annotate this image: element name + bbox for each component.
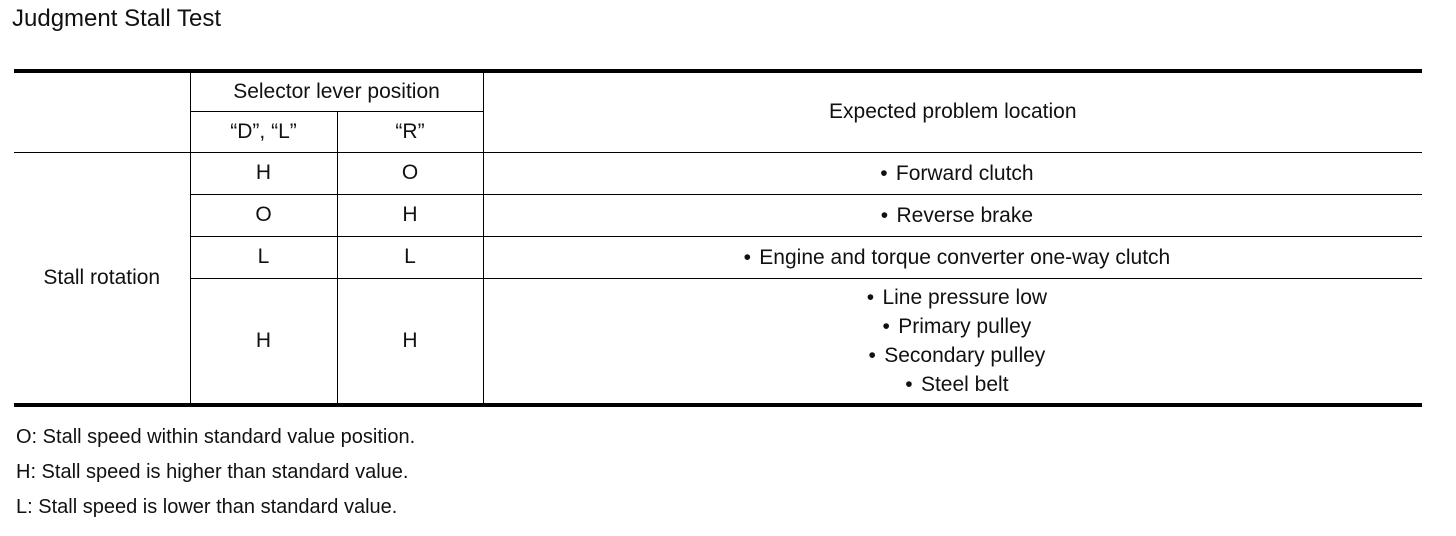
- cell-problem: [483, 236, 1422, 278]
- cell-r: O: [337, 152, 483, 194]
- cell-problem: [483, 194, 1422, 236]
- cell-d-l: H: [190, 152, 337, 194]
- list-item: [484, 370, 1422, 399]
- cell-r: H: [337, 194, 483, 236]
- list-item: [484, 201, 1422, 230]
- cell-problem: [483, 278, 1422, 405]
- bullet-icon: •: [743, 245, 751, 269]
- problem-text: Engine and torque converter one-way clutch: [759, 245, 1171, 269]
- table-row: [14, 152, 1422, 194]
- bullet-icon: •: [882, 314, 890, 338]
- problem-text: Primary pulley: [898, 314, 1032, 338]
- table-row: [14, 278, 1422, 405]
- note-o: O: Stall speed within standard value position.: [16, 426, 416, 448]
- cell-d-l: O: [190, 194, 337, 236]
- cell-r: L: [337, 236, 483, 278]
- bullet-icon: •: [866, 285, 875, 309]
- header-r: “R”: [337, 111, 483, 152]
- stall-test-table: [14, 69, 1422, 407]
- legend-notes: [16, 420, 415, 525]
- list-item: [484, 243, 1422, 272]
- bullet-icon: •: [905, 372, 913, 396]
- list-item: [484, 159, 1422, 188]
- header-expected-problem-location: Expected problem location: [483, 71, 1422, 152]
- bullet-icon: •: [868, 343, 876, 367]
- header-d-l: “D”, “L”: [190, 111, 337, 152]
- page-title: Judgment Stall Test: [12, 5, 222, 32]
- list-item: [484, 312, 1422, 341]
- cell-r: H: [337, 278, 483, 405]
- table-row: [14, 236, 1422, 278]
- table-row: [14, 194, 1422, 236]
- note-h: H: Stall speed is higher than standard value.: [16, 461, 409, 483]
- list-item: [484, 341, 1422, 370]
- stall-rotation-label: Stall rotation: [14, 152, 190, 405]
- header-selector-lever-position: Selector lever position: [190, 71, 483, 111]
- bullet-icon: •: [880, 161, 888, 185]
- problem-text: Secondary pulley: [884, 343, 1046, 367]
- note-l: L: Stall speed is lower than standard value.: [16, 496, 398, 518]
- cell-problem: [483, 152, 1422, 194]
- problem-text: Steel belt: [920, 372, 1009, 396]
- cell-d-l: H: [190, 278, 337, 405]
- problem-text: Reverse brake: [896, 203, 1034, 227]
- cell-d-l: L: [190, 236, 337, 278]
- list-item: [484, 283, 1422, 312]
- problem-text: Forward clutch: [895, 161, 1034, 185]
- header-row: [14, 71, 1422, 111]
- header-empty-cell: [14, 71, 190, 152]
- bullet-icon: •: [880, 203, 889, 227]
- problem-text: Line pressure low: [882, 285, 1048, 309]
